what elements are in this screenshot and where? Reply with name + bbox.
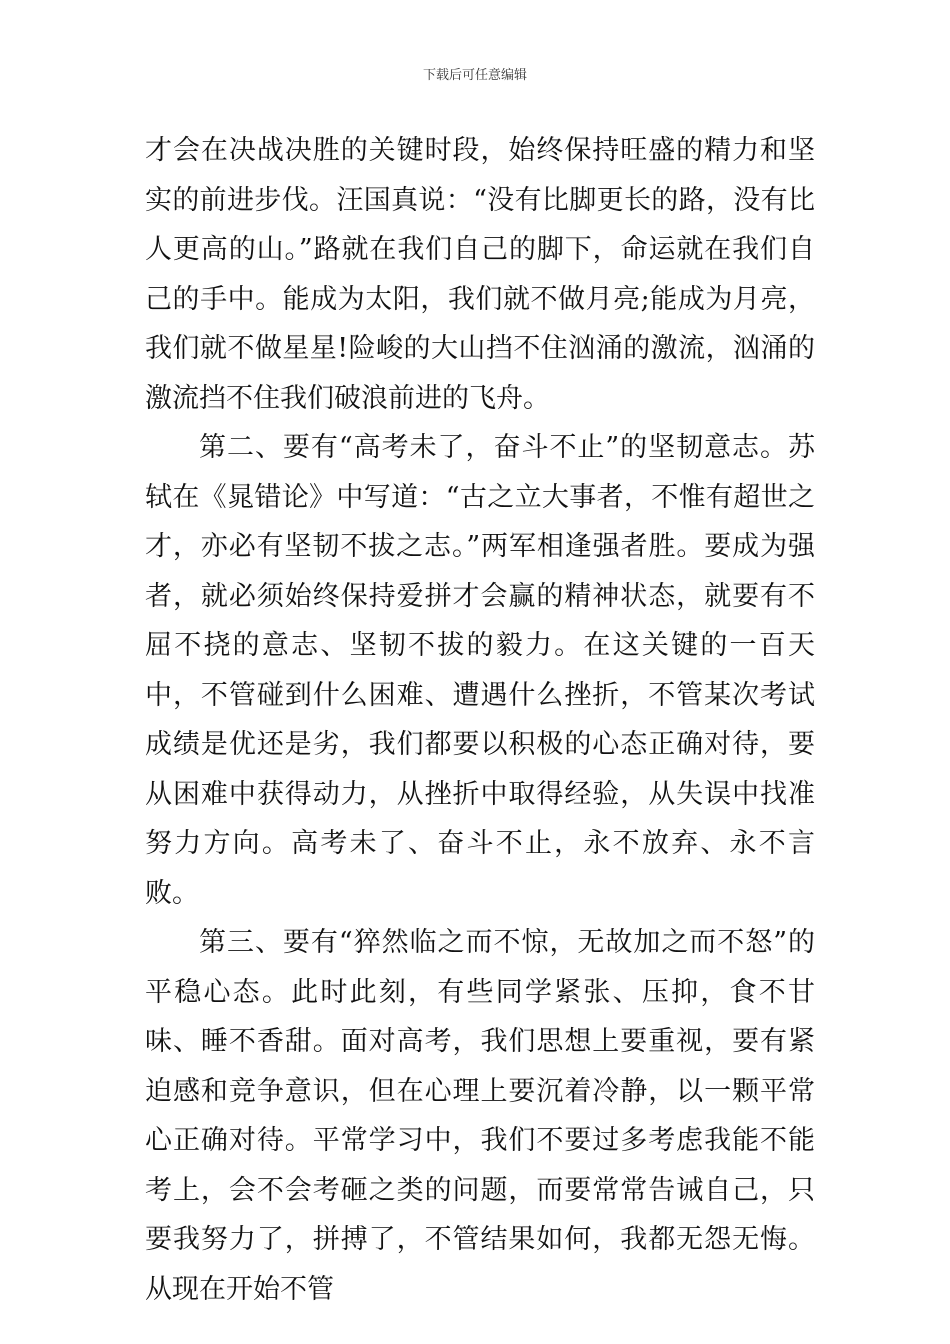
paragraph-1: 才会在决战决胜的关键时段，始终保持旺盛的精力和坚实的前进步伐。汪国真说：“没有比脚更长的路，没有比人更高的山。”路就在我们自己的脚下，命运就在我们自己的手中。能成为太阳，我们就不做月亮;能成为月亮，我们就不做星星!险峻的大山挡不住汹涌的激流，汹涌的激流挡不住我们破浪前进的飞舟。	[145, 135, 815, 414]
paragraph-3: 第三、要有“猝然临之而不惊，无故加之而不怒”的平稳心态。此时此刻，有些同学紧张、压抑，食不甘味、睡不香甜。面对高考，我们思想上要重视，要有紧迫感和竞争意识，但在心理上要沉着冷静，以一颗平常心正确对待。平常学习中，我们不要过多考虑我能不能考上，会不会考砸之类的问题，而要常常告诫自己，只要我努力了，拼搏了，不管结果如何，我都无怨无悔。从现在开始不管	[145, 927, 815, 1305]
page-header: 下载后可任意编辑	[422, 68, 527, 83]
document-body	[145, 126, 815, 1314]
paragraph-2: 第二、要有“高考未了，奋斗不止”的坚韧意志。苏轼在《晁错论》中写道：“古之立大事者，不惟有超世之才，亦必有坚韧不拔之志。”两军相逢强者胜。要成为强者，就必须始终保持爱拼才会赢的精神状态，就要有不屈不挠的意志、坚韧不拔的毅力。在这关键的一百天中，不管碰到什么困难、遭遇什么挫折，不管某次考试成绩是优还是劣，我们都要以积极的心态正确对待，要从困难中获得动力，从挫折中取得经验，从失误中找准努力方向。高考未了、奋斗不止，永不放弃、永不言败。	[145, 432, 815, 909]
